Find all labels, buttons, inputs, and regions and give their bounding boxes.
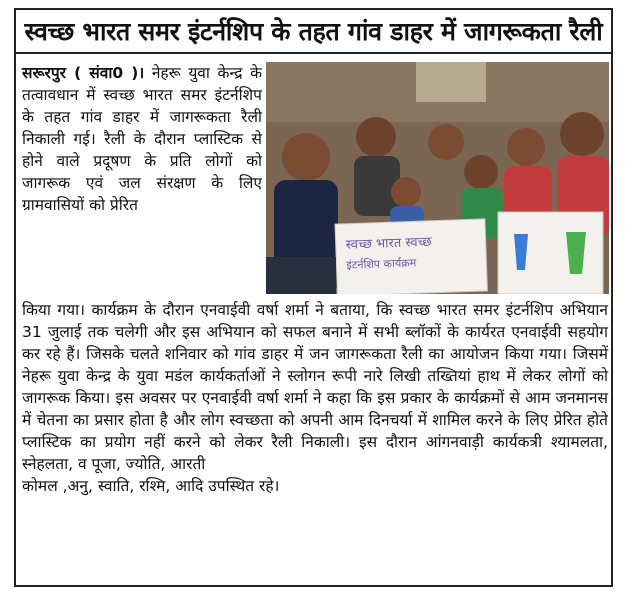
headline: स्वच्छ भारत समर इंटर्नशिप के तहत गांव डाहर में जागरूकता रैली (16, 10, 611, 54)
rally-photo (266, 62, 609, 294)
placard-text-1: स्वच्छ भारत स्वच्छ (345, 234, 432, 253)
closing-line: कोमल ,अनु, स्वाति, रश्मि, आदि उपस्थित रहे। (22, 477, 280, 495)
body-paragraph: किया गया। कार्यक्रम के दौरान एनवाईवी वर्षा शर्मा ने बताया, कि स्वच्छ भारत समर इंटर्नशिप अभियान 31 जुलाई तक चलेगी और इस अभियान को सफल बनाने में सभी ब्लॉकों के कार्यरत एनवाईवी सहयोग कर रहे हैं। जिसके चलते शनिवार को गांव डाहर में जन जागरूकता रैली का आयोजन किया गया। जिसमें नेहरू युवा केन्द्र के युवा मडंल कार्यकर्ताओं ने स्लोगन रूपी नारे लिखी तख्तियां हाथ में लेकर लोगों को जागरूक किया। इस अवसर पर एनवाईवी वर्षा शर्मा ने कहा कि इस प्रकार के कार्यक्रमों से आम जनमानस में चेतना का प्रसार होता है और लोग स्वच्छता को अपनी आम दिनचर्या में शामिल करने के लिए प्रेरित होते प्लास्टिक का प्रयोग नहीं करने को लेकर रैली निकाली। इस दौरान आंगनवाड़ी कार्यकत्री श्यामलता, स्नेहलता, व पूजा, ज्योति, आरती (22, 301, 608, 473)
placard-left (335, 219, 487, 294)
rally-photo-illustration (266, 62, 609, 294)
placard-right (498, 212, 603, 294)
lead-paragraph: नेहरू युवा केन्द्र के तत्वावधान में स्वच्छ भारत समर इंटर्नशिप के तहत गांव डाहर में जागरूकता रैली निकाली गई। रैली के दौरान प्लास्टिक से होने वाले प्रदूषण के प्रति लोगों को जागरूक एवं जल संरक्षण के लिए ग्रामवासियों को प्रेरित (22, 64, 262, 214)
lead-column (22, 62, 262, 216)
news-clipping (14, 8, 613, 587)
body-column (22, 299, 608, 497)
dateline: सरूरपुर ( संवा0 )। (22, 64, 145, 82)
person-head (282, 133, 330, 181)
placard-text-2: इंटर्नशिप कार्यक्रम (346, 256, 417, 272)
